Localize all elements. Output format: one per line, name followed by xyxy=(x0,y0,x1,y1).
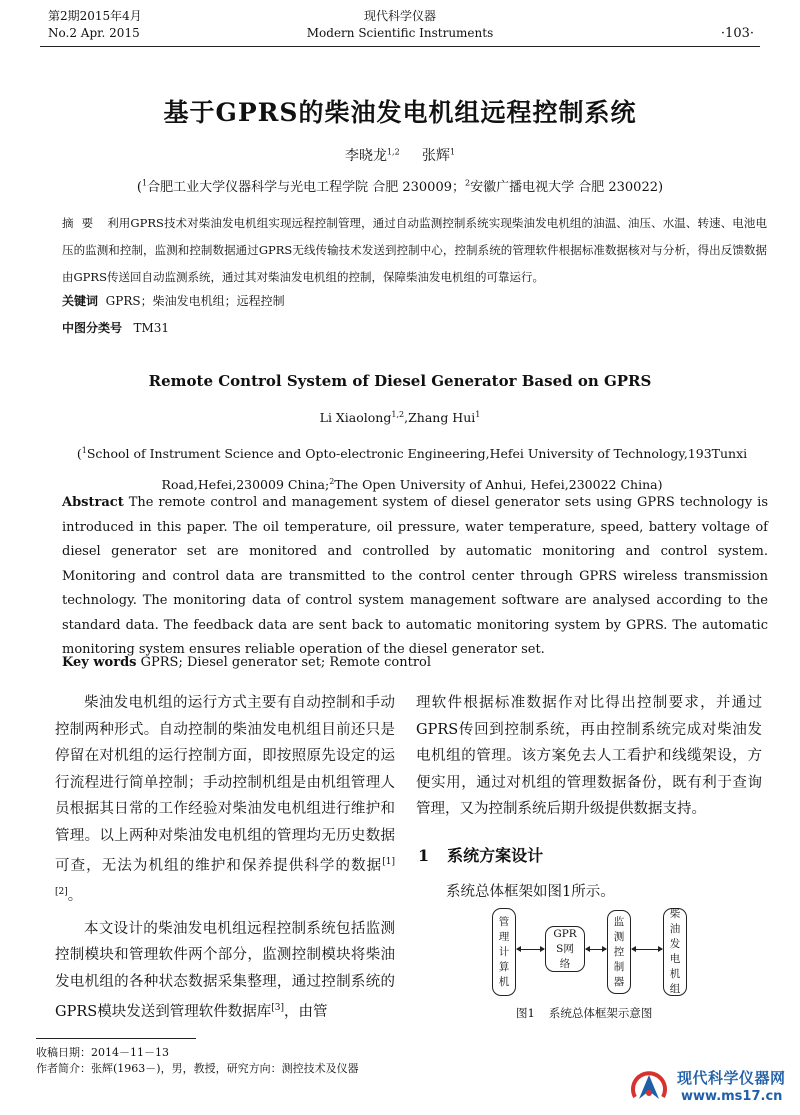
box-label: 柴油发电机组 xyxy=(669,908,681,995)
body-paragraph xyxy=(55,916,395,1026)
affil-text: School of Instrument Science and Opto-electronic Engineering,Hefei University of Technology,193Tunxi Road,Hefei,230009 China; xyxy=(86,446,748,493)
affil-text: 安徽广播电视大学 合肥 230022) xyxy=(470,180,664,195)
page-number: ·103· xyxy=(720,26,754,41)
bidirectional-arrow xyxy=(632,949,662,950)
logo-badge-icon xyxy=(629,1067,669,1105)
issue-cn: 第2期2015年4月 xyxy=(48,9,142,23)
keywords-label-cn: 关键词 xyxy=(62,294,99,308)
watermark-name: 现代科学仪器网 xyxy=(677,1069,786,1087)
diagram-box-gprs-network xyxy=(545,926,585,972)
affil-open: ( xyxy=(136,180,142,195)
section-title: 系统方案设计 xyxy=(447,846,544,865)
classification-code: TM31 xyxy=(133,321,170,335)
watermark-url: www.ms17.cn xyxy=(681,1089,783,1104)
figure-caption xyxy=(516,1005,652,1021)
author-name: Zhang Hui xyxy=(408,410,476,426)
abstract-en xyxy=(62,491,768,663)
paper-title-cn: 基于GPRS的柴油发电机组远程控制系统 xyxy=(163,98,637,127)
affil-open: ( xyxy=(76,446,82,462)
author-name: Li Xiaolong xyxy=(319,410,392,426)
affil-mark: 2 xyxy=(329,477,335,487)
paragraph-text: 。 xyxy=(67,888,83,905)
body-paragraph: 理软件根据标准数据作对比得出控制要求，并通过GPRS传回到控制系统，再由控制系统完成对柴油发电机组的管理。该方案免去人工看护和线缆架设，方便实用，通过对机组的管理数据备份，既有利于查询管理，又为控制系统后期升级提供数据支持。 xyxy=(416,695,762,817)
keywords-en xyxy=(62,655,431,670)
figure-caption-text: 系统总体框架示意图 xyxy=(548,1006,653,1020)
box-label: 管理计算机 xyxy=(498,915,510,988)
author-affil-mark: 1 xyxy=(475,410,481,419)
author-name: 李晓龙 xyxy=(344,148,387,164)
diagram-box-monitoring-controller xyxy=(607,910,631,994)
journal-name-en: Modern Scientific Instruments xyxy=(306,26,494,40)
affil-mark: 2 xyxy=(465,178,471,188)
box-label: 监测控制器 xyxy=(613,915,625,988)
abstract-text-cn: 利用GPRS技术对柴油发电机组实现远程控制管理，通过自动监测控制系统实现柴油发电机组的油温、油压、水温、转速、电池电压的监测和控制，监测和控制数据通过GPRS无线传输技术发送到控制中心，控制系统的管理软件根据标准数据核对与分析，得出反馈数据由GPRS传送回自动监测系统，通过其对柴油发电机组的控制，保障柴油发电机组的可靠运行。 xyxy=(62,216,767,284)
issue-en: No.2 Apr. 2015 xyxy=(48,26,140,40)
paragraph-text: ，由管 xyxy=(283,1003,328,1020)
abstract-label-cn: 摘要 xyxy=(62,216,102,230)
bidirectional-arrow xyxy=(517,949,544,950)
author-bio: 作者简介：张辉(1963－)，男，教授，研究方向：测控技术及仪器 xyxy=(36,1062,359,1075)
keywords-label-en: Key words xyxy=(62,655,137,670)
section-heading xyxy=(418,843,543,866)
abstract-cn xyxy=(62,210,767,291)
diagram-box-diesel-generator xyxy=(663,908,687,996)
diagram-box-management-computer xyxy=(492,908,516,996)
author-affil-mark: 1,2 xyxy=(391,410,405,419)
authors-en: Li Xiaolong$^{1,2}$,Zhang Hui$^1$ xyxy=(319,410,481,426)
citation-ref: [3] xyxy=(271,1003,284,1014)
figure-number: 图1 xyxy=(516,1006,535,1020)
author-affil-mark: 1,2 xyxy=(386,147,400,157)
header-journal xyxy=(0,8,800,42)
affiliation-cn xyxy=(0,176,800,195)
footnote xyxy=(36,1045,359,1077)
header-divider xyxy=(40,46,760,47)
figure-intro: 系统总体框架如图1所示。 xyxy=(446,884,615,900)
bidirectional-arrow xyxy=(586,949,606,950)
affil-mark: 1 xyxy=(81,446,87,455)
paragraph-text: 柴油发电机组的运行方式主要有自动控制和手动控制两种形式。自动控制的柴油发电机组目前还只是停留在对机组的运行控制方面，即按照原先设定的运行流程进行简单控制；手动控制机组是由机组管理人员根据其日常的工作经验对柴油发电机组进行维护和管理。以上两种对柴油发电机组的管理均无历史数据可查，无法为机组的维护和保养提供科学的数据 xyxy=(55,695,395,874)
affiliation-en xyxy=(62,437,762,499)
affil-text: The Open University of Anhui, Hefei,230022 China) xyxy=(334,477,663,493)
classification-label: 中图分类号 xyxy=(62,321,123,335)
affil-mark: 1 xyxy=(142,178,148,188)
affil-text: 合肥工业大学仪器科学与光电工程学院 合肥 230009； xyxy=(147,180,465,195)
body-paragraph xyxy=(55,690,395,910)
box-label: GPRS网络 xyxy=(553,927,577,970)
keywords-text-cn: GPRS；柴油发电机组；远程控制 xyxy=(105,294,285,308)
abstract-text-en: The remote control and management system of diesel generator sets using GPRS technology is introduced in this paper. The oil temperature, oil pressure, water temperature, speed, battery voltage of diesel generator set are monitored and controlled by automatic monitoring and control system. Monitoring and control data are transmitted to the control center through GPRS wireless transmission technology. The monitoring data of control system management software are analysed according to the standard data. The feedback data are sent back to automatic monitoring system by GPRS. The automatic monitoring system ensures reliable operation of the diesel generator set. xyxy=(62,495,768,657)
journal-name-cn: 现代科学仪器 xyxy=(363,9,436,23)
abstract-label-en: Abstract xyxy=(62,495,124,510)
section-number: 1 xyxy=(418,846,430,865)
author-affil-mark: 1 xyxy=(449,147,456,157)
citation-ref: [1][2] xyxy=(55,857,395,898)
received-date: 收稿日期：2014－11－13 xyxy=(36,1046,169,1059)
keywords-cn xyxy=(62,292,285,309)
keywords-text-en: GPRS; Diesel generator set; Remote control xyxy=(140,655,432,670)
system-framework-diagram xyxy=(490,904,710,1000)
author-name: 张辉 xyxy=(421,148,450,164)
classification-cn xyxy=(62,319,169,336)
authors-cn xyxy=(0,145,800,165)
watermark-logo xyxy=(625,1065,795,1110)
paper-title-en: Remote Control System of Diesel Generator Based on GPRS xyxy=(148,372,652,390)
paragraph-text: 本文设计的柴油发电机组远程控制系统包括监测控制模块和管理软件两个部分，监测控制模块将柴油发电机组的各种状态数据采集整理，通过控制系统的GPRS模块发送到管理软件数据库 xyxy=(55,920,395,1020)
body-column-left xyxy=(55,690,395,1025)
footnote-divider xyxy=(36,1038,196,1039)
body-column-right xyxy=(416,690,762,823)
